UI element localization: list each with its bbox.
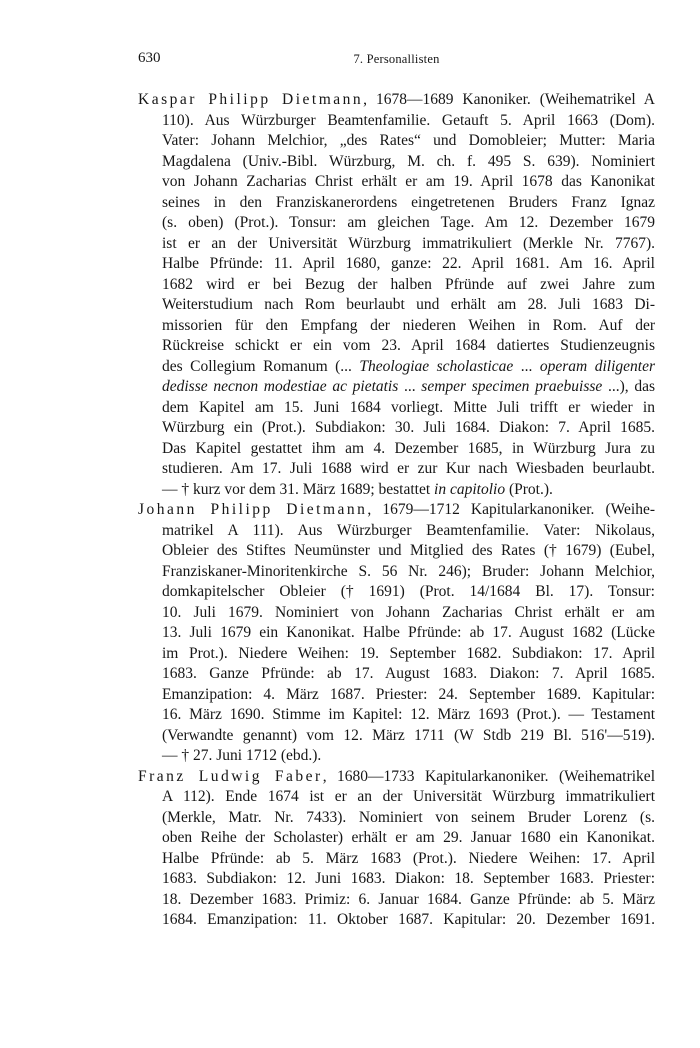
text-run: des Collegium Romanum (... bbox=[162, 357, 360, 375]
text-run: (Verwandte genannt) vom 12. März 1711 (W Stdb 219 Bl. 516'—519). bbox=[162, 726, 655, 744]
text-run: (Prot.). bbox=[505, 480, 553, 498]
entry bbox=[138, 500, 655, 767]
text-run: von Johann Zacharias Christ erhält er am 19. April 1678 das Kanonikat bbox=[162, 173, 655, 190]
text-line bbox=[162, 152, 655, 173]
text-run: 13. Juli 1679 ein Kanonikat. Halbe Pfründe: ab 17. August 1682 (Lücke bbox=[162, 624, 655, 641]
text-line bbox=[138, 90, 655, 111]
text-run: 10. Juli 1679. Nominiert von Johann Zacharias Christ erhält er am bbox=[162, 603, 655, 621]
text-line bbox=[162, 746, 655, 767]
person-name: Franz Ludwig Faber bbox=[138, 767, 323, 785]
text-line bbox=[162, 377, 655, 398]
text-line bbox=[162, 357, 655, 378]
text-line bbox=[162, 131, 655, 152]
latin-text: operam diligenter bbox=[539, 357, 655, 375]
text-run: 110). Aus Würzburger Beamtenfamilie. Getauft 5. April 1663 (Dom). bbox=[162, 111, 655, 129]
text-line bbox=[162, 234, 655, 255]
text-line bbox=[162, 213, 655, 234]
text-line bbox=[162, 254, 655, 275]
text-run: Weiterstudium nach Rom beurlaubt und erhält am 28. Juli 1683 Di- bbox=[162, 296, 655, 313]
text-line bbox=[162, 336, 655, 357]
text-run: ... bbox=[513, 357, 540, 375]
text-line bbox=[162, 664, 655, 685]
text-run: 16. März 1690. Stimme im Kapitel: 12. März 1693 (Prot.). — Testament bbox=[162, 706, 655, 723]
text-run: 1683. Subdiakon: 12. Juni 1683. Diakon: 18. September 1683. Priester: bbox=[162, 870, 655, 887]
text-line bbox=[162, 582, 655, 603]
text-line bbox=[162, 439, 655, 460]
text-run: (s. oben) (Prot.). Tonsur: am gleichen Tage. Am 12. Dezember 1679 bbox=[162, 214, 655, 231]
text-run: seines in den Franziskanerordens eingetretenen Bruders Franz Ignaz bbox=[162, 193, 655, 211]
text-line bbox=[162, 644, 655, 665]
latin-text: Theologiae scholasticae bbox=[359, 357, 514, 375]
text-line bbox=[162, 111, 655, 132]
text-run: domkapitelscher Obleier († 1691) (Prot. 14/1684 Bl. 17). Tonsur: bbox=[162, 583, 655, 600]
text-line bbox=[138, 500, 655, 521]
text-line bbox=[162, 541, 655, 562]
person-name: Johann Philipp Dietmann bbox=[138, 501, 368, 518]
text-run: dem Kapitel am 15. Juni 1684 vorliegt. Mitte Juli trifft er wieder in bbox=[162, 398, 655, 416]
text-run: 1684. Emanzipation: 11. Oktober 1687. Kapitular: 20. Dezember 1691. bbox=[162, 911, 655, 928]
text-line bbox=[162, 480, 655, 501]
text-run: A 112). Ende 1674 ist er an der Universität Würzburg immatrikuliert bbox=[162, 788, 655, 805]
text-run: Emanzipation: 4. März 1687. Priester: 24. September 1689. Kapitular: bbox=[162, 685, 655, 703]
text-run: studieren. Am 17. Juli 1688 wird er zur Kur nach Wiesbaden beurlaubt. bbox=[162, 460, 655, 477]
text-line bbox=[162, 418, 655, 439]
running-head: 7. Personallisten bbox=[353, 52, 440, 66]
text-line bbox=[162, 275, 655, 296]
entry bbox=[138, 90, 655, 500]
text-run: , 1679—1712 Kapitularkanoniker. (Weihe- bbox=[367, 501, 655, 518]
person-name: Kaspar Philipp Dietmann bbox=[138, 91, 364, 108]
text-run: , 1678—1689 Kanoniker. (Weihematrikel A bbox=[363, 91, 655, 108]
text-line bbox=[162, 910, 655, 931]
text-run: Halbe Pfründe: 11. April 1680, ganze: 22. April 1681. Am 16. April bbox=[162, 255, 655, 272]
text-run: 1683. Ganze Pfründe: ab 17. August 1683. Diakon: 7. April 1685. bbox=[162, 665, 655, 682]
text-line bbox=[162, 193, 655, 214]
text-run: — † 27. Juni 1712 (ebd.). bbox=[162, 747, 322, 764]
text-line bbox=[162, 295, 655, 316]
text-line bbox=[162, 726, 655, 747]
text-line bbox=[162, 562, 655, 583]
text-run: oben Reihe der Scholaster) erhält er am 29. Januar 1680 ein Kanonikat. bbox=[162, 829, 655, 846]
page-number: 630 bbox=[138, 50, 161, 66]
text-run: 1682 wird er bei Bezug der halben Pfründe auf zwei Jahre zum bbox=[162, 275, 655, 293]
latin-text: semper specimen praebuisse bbox=[421, 378, 603, 395]
text-line bbox=[162, 398, 655, 419]
text-run: Magdalena (Univ.-Bibl. Würzburg, M. ch. f. 495 S. 639). Nominiert bbox=[162, 152, 655, 170]
text-line bbox=[162, 172, 655, 193]
text-run: matrikel A 111). Aus Würzburger Beamtenfamilie. Vater: Nikolaus, bbox=[162, 521, 655, 539]
text-line bbox=[162, 603, 655, 624]
text-run: 18. Dezember 1683. Primiz: 6. Januar 1684. Ganze Pfründe: ab 5. März bbox=[162, 890, 655, 908]
entry bbox=[138, 767, 655, 931]
text-line bbox=[162, 705, 655, 726]
text-line bbox=[162, 849, 655, 870]
text-line bbox=[162, 521, 655, 542]
text-run: ... bbox=[398, 378, 422, 395]
text-run: Rückreise schickt er ein vom 23. April 1684 datiertes Studienzeugnis bbox=[162, 337, 655, 354]
latin-text: in capitolio bbox=[434, 480, 506, 498]
text-line bbox=[162, 623, 655, 644]
text-run: ist er an der Universität Würzburg immatrikuliert (Merkle Nr. 7767). bbox=[162, 234, 655, 252]
text-line bbox=[162, 459, 655, 480]
text-run: Vater: Johann Melchior, „des Rates“ und Domobleier; Mutter: Maria bbox=[162, 132, 655, 149]
text-run: Halbe Pfründe: ab 5. März 1683 (Prot.). Niedere Weihen: 17. April bbox=[162, 849, 655, 867]
text-run: im Prot.). Niedere Weihen: 19. September 1682. Subdiakon: 17. April bbox=[162, 644, 655, 662]
text-line bbox=[162, 869, 655, 890]
text-run: missorien für den Empfang der niederen Weihen in Rom. Auf der bbox=[162, 316, 655, 334]
text-run: ...), das bbox=[602, 378, 655, 395]
text-run: Franziskaner-Minoritenkirche S. 56 Nr. 246); Bruder: Johann Melchior, bbox=[162, 562, 655, 580]
text-run: — † kurz vor dem 31. März 1689; bestattet bbox=[162, 480, 435, 498]
text-run: , 1680—1733 Kapitularkanoniker. (Weihematrikel bbox=[322, 767, 655, 785]
text-line bbox=[162, 890, 655, 911]
text-run: Obleier des Stiftes Neumünster und Mitglied des Rates († 1679) (Eubel, bbox=[162, 542, 655, 559]
text-run: Würzburg ein (Prot.). Subdiakon: 30. Juli 1684. Diakon: 7. April 1685. bbox=[162, 419, 655, 436]
latin-text: dedisse necnon modestiae ac pietatis bbox=[162, 378, 399, 395]
text-line bbox=[138, 767, 655, 788]
text-line bbox=[162, 808, 655, 829]
text-run: (Merkle, Matr. Nr. 7433). Nominiert von seinem Bruder Lorenz (s. bbox=[162, 808, 655, 826]
entry-list bbox=[138, 90, 655, 931]
text-line bbox=[162, 828, 655, 849]
text-run: Das Kapitel gestattet ihm am 4. Dezember 1685, in Würzburg Jura zu bbox=[162, 439, 655, 457]
text-line bbox=[162, 316, 655, 337]
text-line bbox=[162, 787, 655, 808]
text-line bbox=[162, 685, 655, 706]
